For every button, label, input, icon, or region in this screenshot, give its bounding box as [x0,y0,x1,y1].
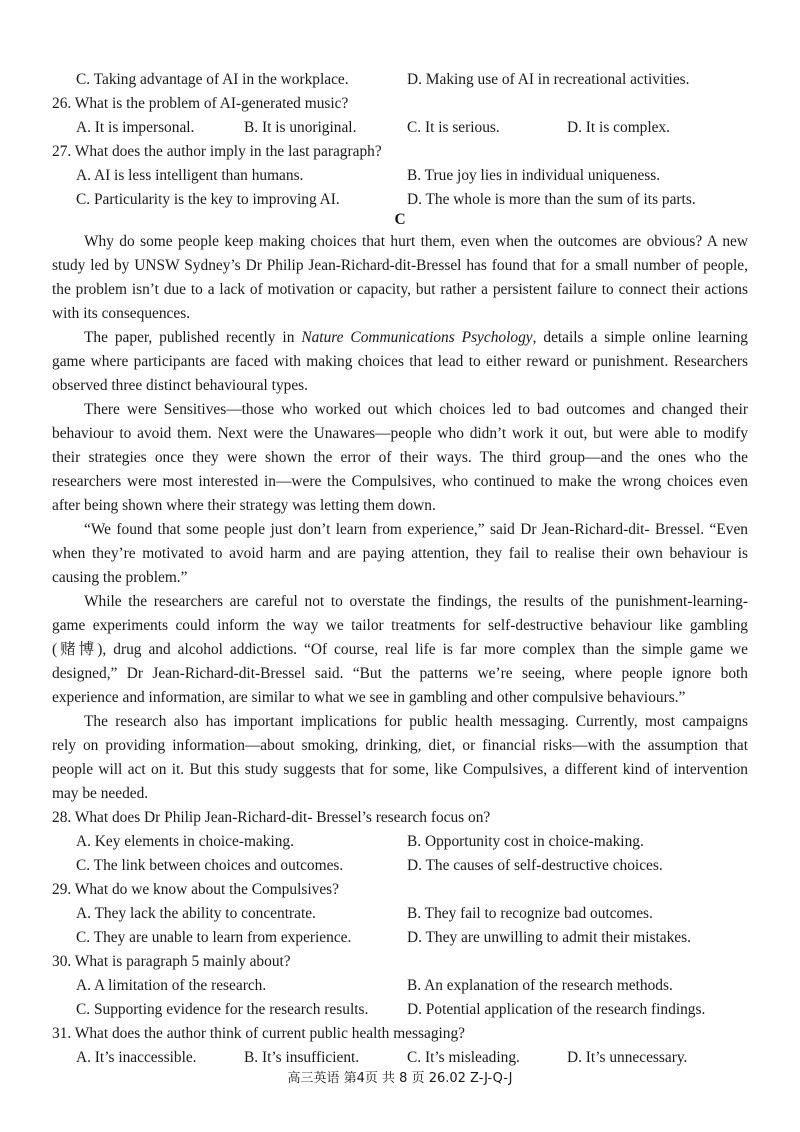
p1-line-4: with its consequences. [52,305,191,322]
q30-option-c: C. Supporting evidence for the research results. [76,1001,369,1018]
p4-line-3: causing the problem.” [52,569,188,586]
q31-stem: 31. What does the author think of current public health messaging? [52,1025,466,1042]
page-footer: 高三英语 第4页 共 8 页 26.02 Z-J-Q-J [287,1071,513,1086]
p6-line-2: rely on providing information—about smoking, drinking, diet, or financial risks—with the assumption that [52,737,748,754]
p5-line-1: While the researchers are careful not to overstate the findings, the results of the punishment-learning- [84,593,748,610]
p2-text-a: The paper, published recently in [84,329,302,346]
q27-option-b: B. True joy lies in individual uniqueness. [407,167,661,184]
q26-option-a: A. It is impersonal. [76,119,195,136]
p2-text-b: , details a simple online learning [532,329,748,346]
p1-line-3: the problem isn’t due to a lack of motivation or capacity, but rather a persistent failure to connect their actions [52,281,748,298]
q31-option-b: B. It’s insufficient. [244,1049,360,1066]
p1-line-2: study led by UNSW Sydney’s Dr Philip Jean-Richard-dit-Bressel has found that for a small number of people, [52,257,748,274]
q30-option-a: A. A limitation of the research. [76,977,267,994]
q26-option-c: C. It is serious. [407,119,500,136]
p5-line-5: experience and information, are similar to what we see in gambling and other compulsive behaviours.” [52,689,686,706]
p5-line-2: game experiments could inform the way we tailor treatments for self-destructive behaviour like gambling [52,617,748,634]
q30-stem: 30. What is paragraph 5 mainly about? [52,953,291,970]
q31-option-d: D. It’s unnecessary. [567,1049,688,1066]
p3-line-1: There were Sensitives—those who worked out which choices led to bad outcomes and changed their [84,401,748,418]
q28-option-c: C. The link between choices and outcomes. [76,857,344,874]
p6-line-4: may be needed. [52,785,149,802]
p3-line-2: behaviour to avoid them. Next were the Unawares—people who didn’t work it out, but were able to modify [52,425,748,442]
p1-line-1: Why do some people keep making choices that hurt them, even when the outcomes are obvious? A new [84,233,748,250]
p3-line-5: after being shown where their strategy was letting them down. [52,497,436,514]
p5-line-4: designed,” Dr Jean-Richard-dit-Bressel said. “But the patterns we’re seeing, where people ignore both [52,665,748,682]
section-label: C [394,211,406,228]
q30-option-d: D. Potential application of the research findings. [407,1001,706,1018]
q25-option-d: D. Making use of AI in recreational activities. [407,71,690,88]
q29-option-c: C. They are unable to learn from experience. [76,929,352,946]
q26-option-d: D. It is complex. [567,119,671,136]
q31-option-c: C. It’s misleading. [407,1049,520,1066]
q31-option-a: A. It’s inaccessible. [76,1049,197,1066]
q27-option-c: C. Particularity is the key to improving AI. [76,191,340,208]
p5-line-3: (赌博), drug and alcohol addictions. “Of course, real life is far more complex than the simple game we [52,641,748,658]
p4-line-2: when they’re motivated to avoid harm and are paying attention, they fail to realise their own behaviour is [52,545,748,562]
q29-option-a: A. They lack the ability to concentrate. [76,905,316,922]
q28-option-a: A. Key elements in choice-making. [76,833,294,850]
journal-name: Nature Communications Psychology [301,329,533,346]
q26-option-b: B. It is unoriginal. [244,119,357,136]
p2-line-1 [52,328,748,348]
q29-option-b: B. They fail to recognize bad outcomes. [407,905,653,922]
q27-option-d: D. The whole is more than the sum of its parts. [407,191,696,208]
p3-line-3: their strategies once they were shown the error of their ways. The third group—and the ones who the [52,449,748,466]
p4-line-1: “We found that some people just don’t learn from experience,” said Dr Jean-Richard-dit- Bressel. “Even [84,521,748,538]
q27-stem: 27. What does the author imply in the last paragraph? [52,143,382,160]
p2-line-3: observed three distinct behavioural types. [52,377,309,394]
q29-stem: 29. What do we know about the Compulsives? [52,881,339,898]
q30-option-b: B. An explanation of the research methods. [407,977,673,994]
q29-option-d: D. They are unwilling to admit their mistakes. [407,929,691,946]
q28-stem: 28. What does Dr Philip Jean-Richard-dit- Bressel’s research focus on? [52,809,491,826]
q28-option-b: B. Opportunity cost in choice-making. [407,833,644,850]
p2-line-2: game where participants are faced with making choices that lead to either reward or punishment. Researchers [52,353,748,370]
q25-option-c: C. Taking advantage of AI in the workplace. [76,71,349,88]
p3-line-4: researchers were most interested in—were the Compulsives, who continued to make the wrong choices even [52,473,748,490]
q28-option-d: D. The causes of self-destructive choices. [407,857,663,874]
q26-stem: 26. What is the problem of AI-generated music? [52,95,349,112]
q27-option-a: A. AI is less intelligent than humans. [76,167,304,184]
p6-line-3: people will act on it. But this study suggests that for some, like Compulsives, a different kind of intervention [52,761,748,778]
p6-line-1: The research also has important implications for public health messaging. Currently, most campaigns [84,713,748,730]
